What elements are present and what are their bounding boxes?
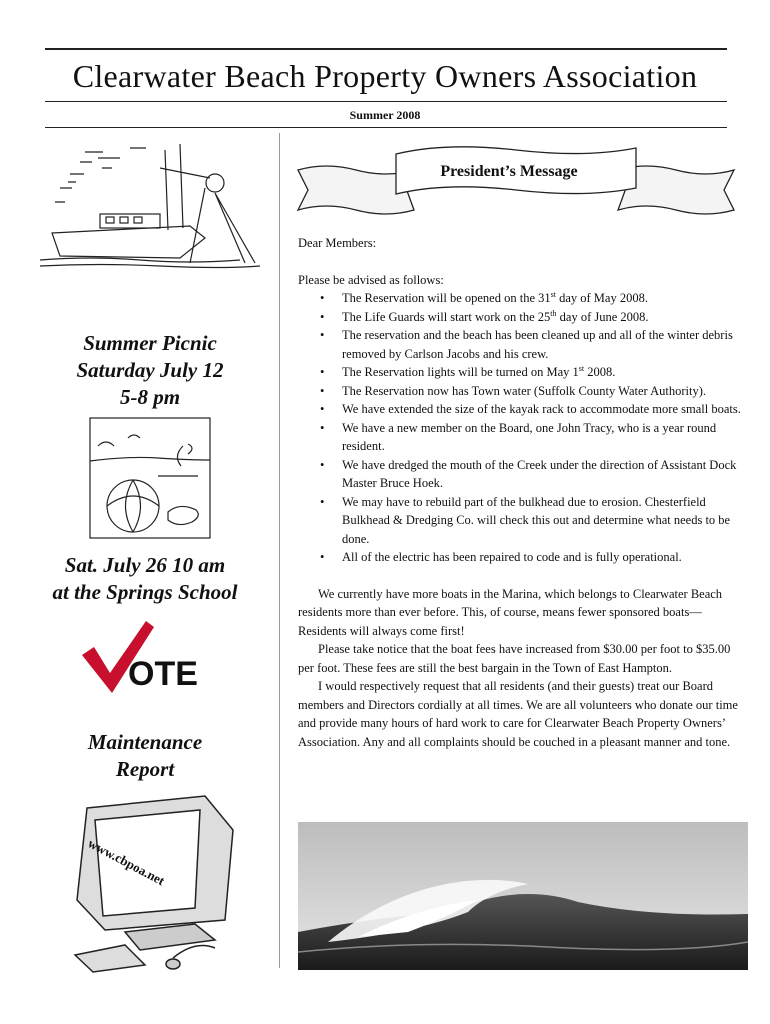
banner-title: President’s Message [440, 163, 578, 180]
letter-intro: Please be advised as follows: [298, 272, 444, 287]
title-underline [45, 101, 727, 102]
wave-photo [298, 822, 748, 970]
column-divider [279, 133, 280, 968]
list-item: • The Reservation lights will be turned on May 1st 2008. [342, 363, 748, 382]
list-item: • We have extended the size of the kayak rack to accommodate more small boats. [342, 400, 748, 419]
list-item: • We have a new member on the Board, one John Tracy, who is a year round resident. [342, 419, 748, 456]
list-item: • We may have to rebuild part of the bulkhead due to erosion. Chesterfield Bulkhead & Dredging Co. will check this out and determine what needs to be done. [342, 493, 748, 549]
maintenance-subtitle: Report [115, 757, 175, 781]
header-bottom-rule [45, 127, 727, 128]
fishing-boat-illustration [40, 138, 260, 273]
issue-date: Summer 2008 [349, 108, 421, 122]
president-letter [298, 234, 748, 751]
list-item: • The Reservation now has Town water (Suffolk County Water Authority). [342, 382, 748, 401]
paragraph-conduct: I would respectively request that all residents (and their guests) treat our Board members and Directors cordially at all times. We are all volunteers who donate our time and provide many hours of hard work to care for Clearwater Beach Property Owners’ Association. Any and all complaints should be couched in a pleasant manner and tone. [298, 679, 738, 749]
maintenance-heading [45, 729, 245, 783]
vote-logo-text: OTE [128, 655, 198, 693]
meeting-date: Sat. July 26 10 am [64, 553, 226, 577]
picnic-time: 5-8 pm [119, 385, 181, 409]
meeting-heading [20, 552, 270, 606]
meeting-location: at the Springs School [52, 580, 238, 604]
vote-logo [80, 615, 210, 695]
picnic-title: Summer Picnic [83, 331, 217, 355]
beach-ball-illustration [88, 416, 212, 540]
list-item: • The Life Guards will start work on the 25th day of June 2008. [342, 308, 748, 327]
list-item: • The reservation and the beach has been cleaned up and all of the winter debris removed by Carlson Jacobs and his crew. [342, 326, 748, 363]
paragraph-fees: Please take notice that the boat fees have increased from $30.00 per foot to $35.00 per foot. These fees are still the best bargain in the Town of East Hampton. [298, 642, 731, 675]
announcement-list [298, 289, 748, 567]
maintenance-title: Maintenance [87, 730, 203, 754]
salutation: Dear Members: [298, 236, 377, 250]
paragraph-boats: We currently have more boats in the Marina, which belongs to Clearwater Beach residents more than ever before. This, of course, means fewer sponsored boats—Residents will always come first! [298, 586, 723, 638]
list-item: • We have dredged the mouth of the Creek under the direction of Assistant Dock Master Bruce Hoek. [342, 456, 748, 493]
computer-illustration [65, 790, 245, 975]
list-item: • All of the electric has been repaired to code and is fully operational. [342, 548, 748, 567]
newsletter-title: Clearwater Beach Property Owners Association [72, 58, 698, 94]
picnic-heading [30, 330, 270, 411]
list-item: • The Reservation will be opened on the 31st day of May 2008. [342, 289, 748, 308]
website-url: www.cbpoa.net [85, 835, 168, 889]
picnic-date: Saturday July 12 [76, 358, 224, 382]
top-rule [45, 48, 727, 50]
